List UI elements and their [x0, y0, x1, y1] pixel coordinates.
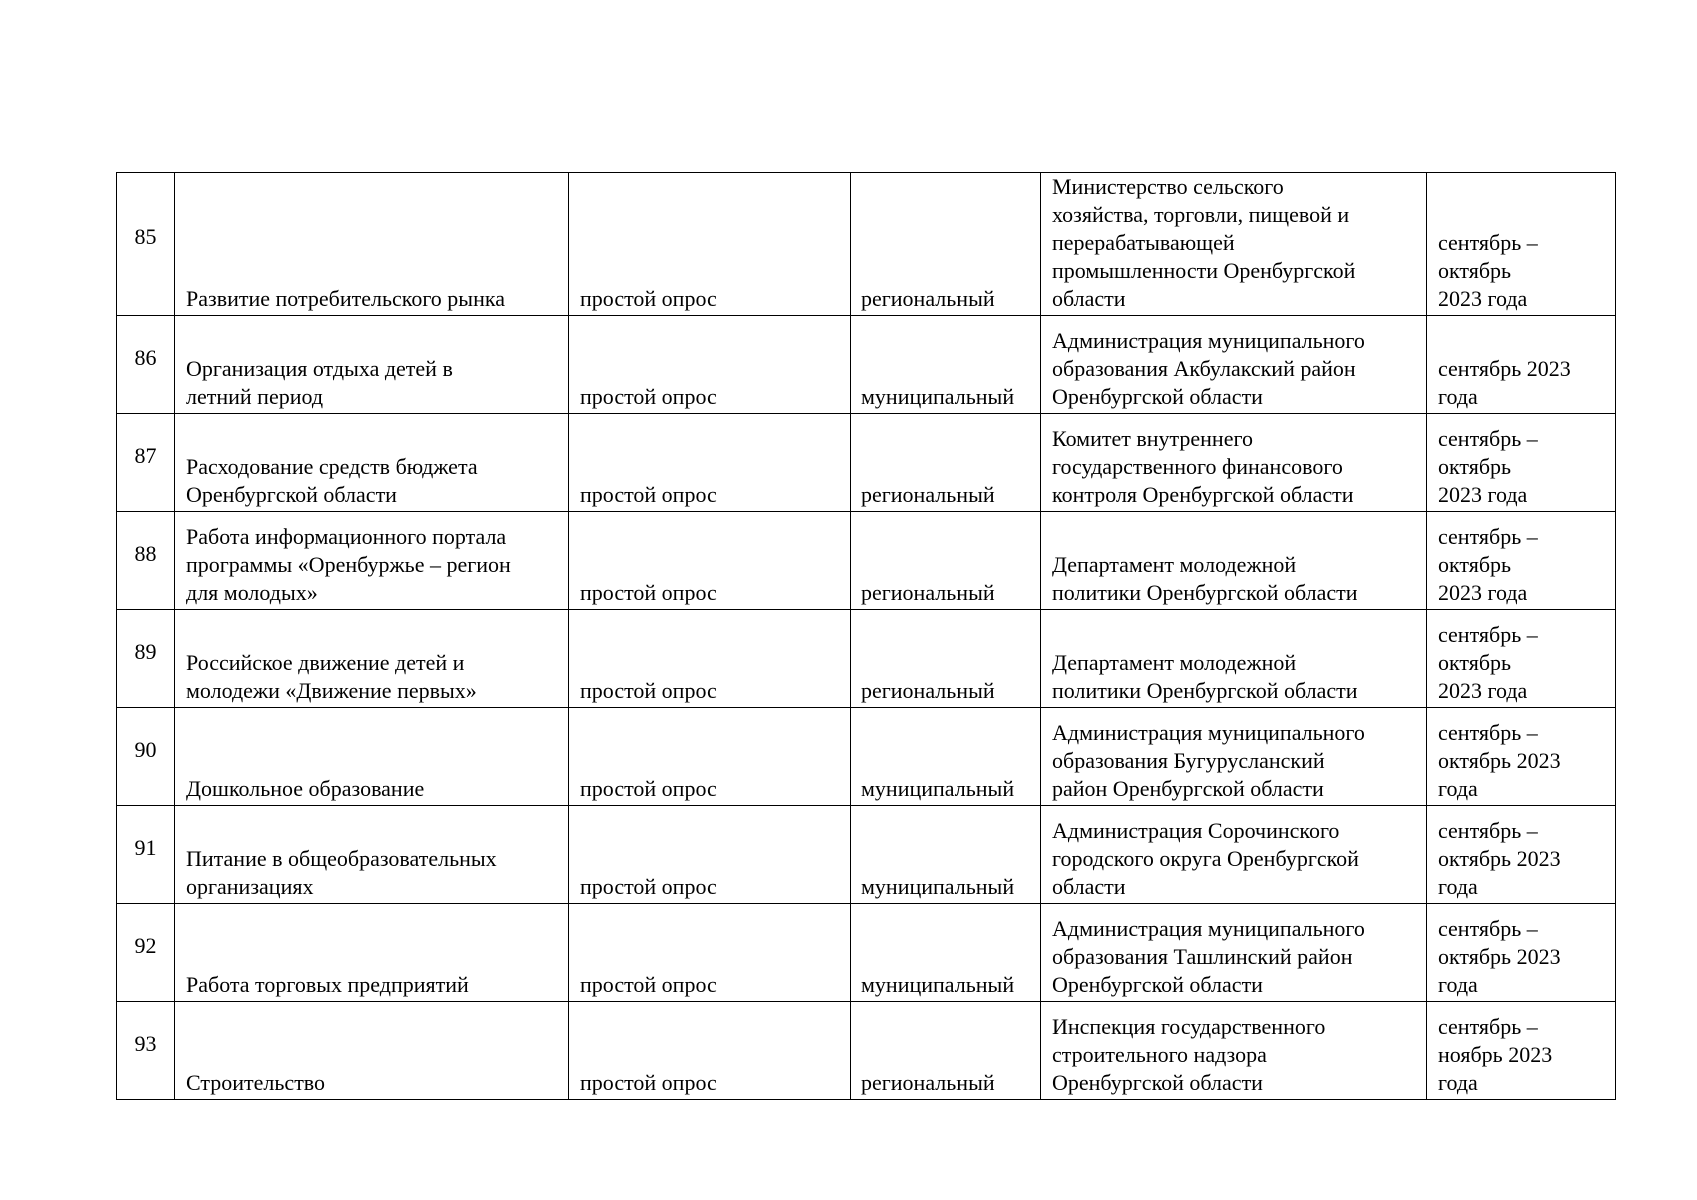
survey-period: сентябрь – октябрь 2023 года	[1427, 806, 1616, 904]
survey-method: простой опрос	[569, 708, 851, 806]
table-row	[117, 904, 1616, 1002]
survey-level: региональный	[851, 1002, 1041, 1100]
table-row	[117, 316, 1616, 414]
survey-topic: Организация отдыха детей в летний период	[175, 316, 569, 414]
survey-method: простой опрос	[569, 610, 851, 708]
survey-method: простой опрос	[569, 173, 851, 316]
survey-organizer: Администрация муниципального образования Бугурусланский район Оренбургской области	[1041, 708, 1427, 806]
survey-level: муниципальный	[851, 904, 1041, 1002]
survey-organizer: Комитет внутреннего государственного финансового контроля Оренбургской области	[1041, 414, 1427, 512]
row-number: 90	[117, 708, 175, 806]
row-number: 93	[117, 1002, 175, 1100]
survey-period: сентябрь – октябрь 2023 года	[1427, 610, 1616, 708]
survey-period: сентябрь – октябрь 2023 года	[1427, 414, 1616, 512]
survey-method: простой опрос	[569, 414, 851, 512]
survey-period: сентябрь 2023 года	[1427, 316, 1616, 414]
survey-method: простой опрос	[569, 316, 851, 414]
survey-organizer: Инспекция государственного строительного надзора Оренбургской области	[1041, 1002, 1427, 1100]
survey-topic: Работа торговых предприятий	[175, 904, 569, 1002]
survey-level: региональный	[851, 610, 1041, 708]
table-row	[117, 173, 1616, 316]
survey-organizer: Администрация муниципального образования Ташлинский район Оренбургской области	[1041, 904, 1427, 1002]
survey-organizer: Администрация муниципального образования Акбулакский район Оренбургской области	[1041, 316, 1427, 414]
survey-topic: Питание в общеобразовательных организациях	[175, 806, 569, 904]
table-row	[117, 806, 1616, 904]
survey-period: сентябрь – октябрь 2023 года	[1427, 512, 1616, 610]
survey-organizer: Администрация Сорочинского городского округа Оренбургской области	[1041, 806, 1427, 904]
survey-period: сентябрь – ноябрь 2023 года	[1427, 1002, 1616, 1100]
table-row	[117, 610, 1616, 708]
survey-topic: Развитие потребительского рынка	[175, 173, 569, 316]
survey-topic: Российское движение детей и молодежи «Движение первых»	[175, 610, 569, 708]
table-body	[117, 173, 1616, 1100]
survey-level: муниципальный	[851, 708, 1041, 806]
survey-topic: Дошкольное образование	[175, 708, 569, 806]
row-number: 88	[117, 512, 175, 610]
row-number: 86	[117, 316, 175, 414]
survey-schedule-table	[116, 172, 1616, 1100]
survey-method: простой опрос	[569, 806, 851, 904]
table-row	[117, 708, 1616, 806]
survey-method: простой опрос	[569, 512, 851, 610]
survey-level: региональный	[851, 414, 1041, 512]
row-number: 85	[117, 173, 175, 316]
survey-organizer: Департамент молодежной политики Оренбургской области	[1041, 512, 1427, 610]
survey-organizer: Департамент молодежной политики Оренбургской области	[1041, 610, 1427, 708]
table-row	[117, 512, 1616, 610]
survey-topic: Расходование средств бюджета Оренбургской области	[175, 414, 569, 512]
row-number: 87	[117, 414, 175, 512]
table-row	[117, 1002, 1616, 1100]
row-number: 92	[117, 904, 175, 1002]
survey-topic: Строительство	[175, 1002, 569, 1100]
survey-level: региональный	[851, 173, 1041, 316]
survey-method: простой опрос	[569, 1002, 851, 1100]
survey-level: муниципальный	[851, 806, 1041, 904]
survey-period: сентябрь – октябрь 2023 года	[1427, 173, 1616, 316]
survey-method: простой опрос	[569, 904, 851, 1002]
table-row	[117, 414, 1616, 512]
survey-topic: Работа информационного портала программы «Оренбуржье – регион для молодых»	[175, 512, 569, 610]
survey-organizer: Министерство сельского хозяйства, торговли, пищевой и перерабатывающей промышленности Оренбургской области	[1041, 173, 1427, 316]
survey-level: региональный	[851, 512, 1041, 610]
row-number: 91	[117, 806, 175, 904]
survey-period: сентябрь – октябрь 2023 года	[1427, 708, 1616, 806]
survey-period: сентябрь – октябрь 2023 года	[1427, 904, 1616, 1002]
survey-level: муниципальный	[851, 316, 1041, 414]
row-number: 89	[117, 610, 175, 708]
